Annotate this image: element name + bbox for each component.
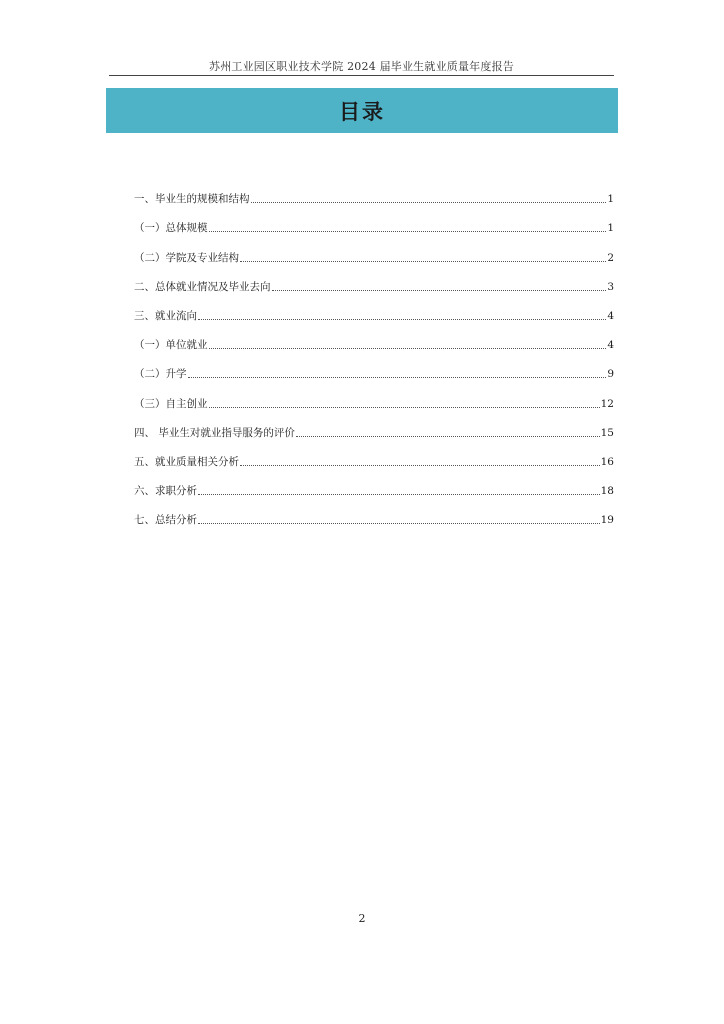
toc-entry-page: 3 [607,280,614,293]
toc-dot-leader [198,494,600,495]
toc-entry[interactable] [134,440,614,469]
running-header: 苏州工业园区职业技术学院 2024 届毕业生就业质量年度报告 [209,60,514,73]
toc-entry[interactable] [134,498,614,527]
header-divider [109,75,614,76]
toc-entry-label: 二、总体就业情况及毕业去向 [134,280,271,293]
toc-entry-page: 16 [600,455,614,468]
toc-dot-leader [198,319,606,320]
toc-entry-label: 一、毕业生的规模和结构 [134,193,250,206]
toc-entry[interactable] [134,352,614,381]
toc-entry-page: 15 [600,426,614,439]
toc-entry[interactable] [134,411,614,440]
toc-entry-label: 六、求职分析 [134,485,197,498]
toc-dot-leader [240,261,606,262]
toc-entry-page: 9 [607,368,614,381]
toc-dot-leader [209,348,607,349]
toc-entry-label: （三）自主创业 [134,397,208,410]
toc-entry-page: 18 [600,485,614,498]
table-of-contents [134,177,614,527]
toc-dot-leader [296,436,600,437]
toc-dot-leader [240,465,600,466]
toc-entry[interactable] [134,294,614,323]
toc-entry[interactable] [134,206,614,235]
toc-entry-label: 七、总结分析 [134,514,197,527]
toc-dot-leader [188,377,607,378]
page-number: 2 [358,912,366,925]
toc-dot-leader [209,407,600,408]
toc-title-banner [106,88,618,133]
toc-entry-label: （一）总体规模 [134,222,208,235]
toc-entry[interactable] [134,177,614,206]
toc-dot-leader [272,290,607,291]
toc-dot-leader [251,202,607,203]
toc-entry-page: 19 [600,514,614,527]
toc-entry[interactable] [134,235,614,264]
toc-dot-leader [198,523,600,524]
toc-entry-page: 4 [607,339,614,352]
toc-entry-page: 1 [607,222,614,235]
toc-entry[interactable] [134,469,614,498]
toc-entry-label: 三、就业流向 [134,309,197,322]
toc-entry-page: 4 [607,309,614,322]
toc-dot-leader [209,231,607,232]
toc-entry-label: （二）学院及专业结构 [134,251,239,264]
toc-entry[interactable] [134,381,614,410]
toc-entry-label: 五、就业质量相关分析 [134,455,239,468]
toc-entry-label: 四、 毕业生对就业指导服务的评价 [134,426,295,439]
toc-entry-label: （一）单位就业 [134,339,208,352]
toc-entry-page: 2 [607,251,614,264]
toc-entry-page: 1 [607,193,614,206]
toc-title: 目录 [339,99,385,124]
toc-entry[interactable] [134,323,614,352]
toc-entry-page: 12 [600,397,614,410]
toc-entry[interactable] [134,265,614,294]
toc-entry-label: （二）升学 [134,368,187,381]
